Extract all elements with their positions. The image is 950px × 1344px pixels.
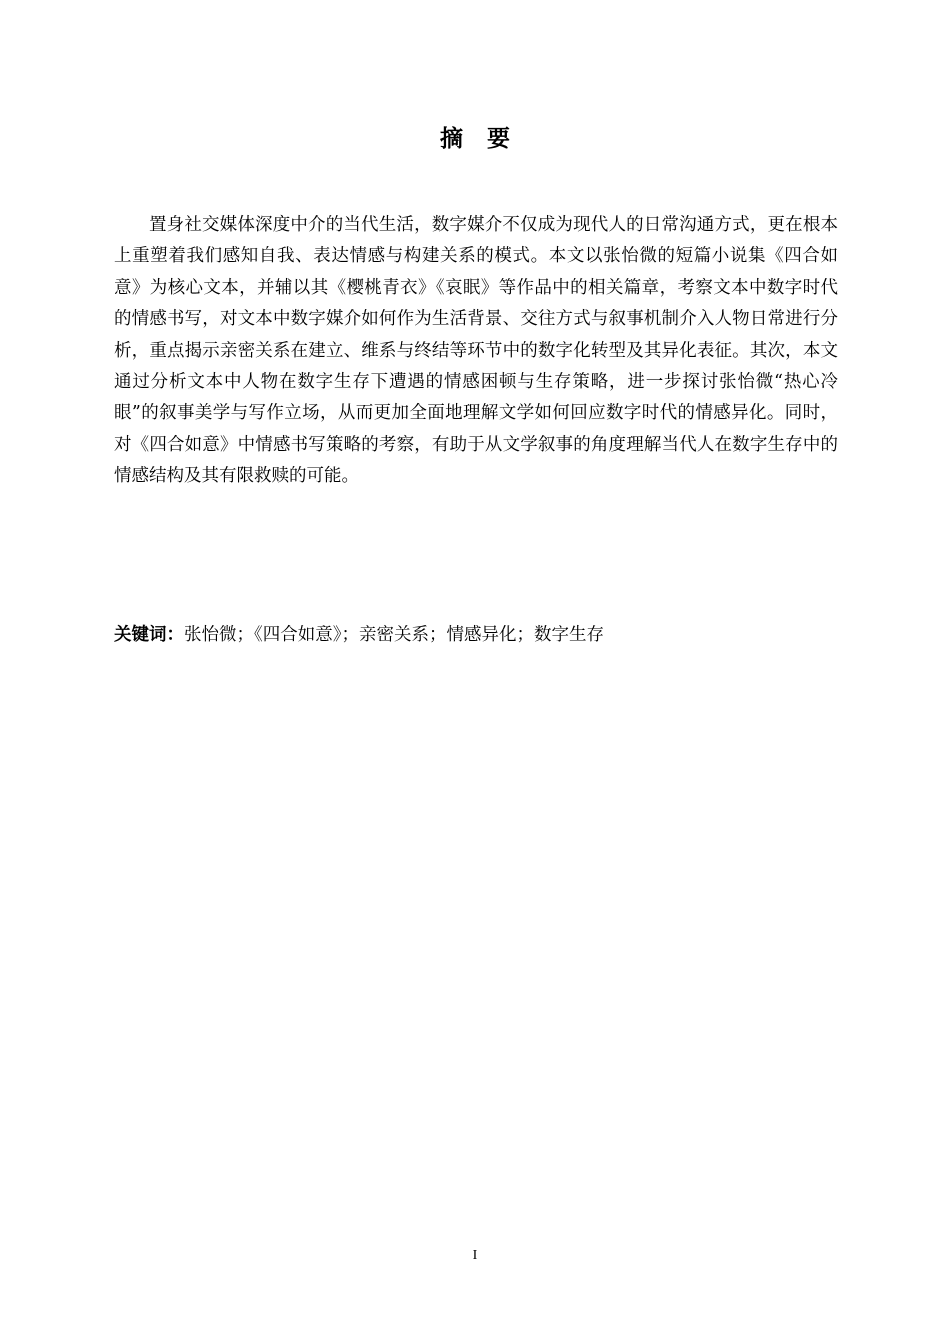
keywords-label: 关键词： [114,625,184,645]
keywords-line [114,620,838,650]
keywords-list: 张怡微；《四合如意》；亲密关系；情感异化；数字生存 [184,625,604,645]
page-title: 摘要 [440,126,534,152]
abstract-paragraph: 置身社交媒体深度中介的当代生活，数字媒介不仅成为现代人的日常沟通方式，更在根本上重塑着我们感知自我、表达情感与构建关系的模式。本文以张怡微的短篇小说集《四合如意》为核心文本，并辅以其《樱桃青衣》《哀眠》等作品中的相关篇章，考察文本中数字时代的情感书写，对文本中数字媒介如何作为生活背景、交往方式与叙事机制介入人物日常进行分析，重点揭示亲密关系在建立、维系与终结等环节中的数字化转型及其异化表征。其次，本文通过分析文本中人物在数字生存下遭遇的情感困顿与生存策略，进一步探讨张怡微“热心冷眼”的叙事美学与写作立场，从而更加全面地理解文学如何回应数字时代的情感异化。同时，对《四合如意》中情感书写策略的考察，有助于从文学叙事的角度理解当代人在数字生存中的情感结构及其有限救赎的可能。 [114,215,838,487]
page-number: I [472,1248,478,1263]
